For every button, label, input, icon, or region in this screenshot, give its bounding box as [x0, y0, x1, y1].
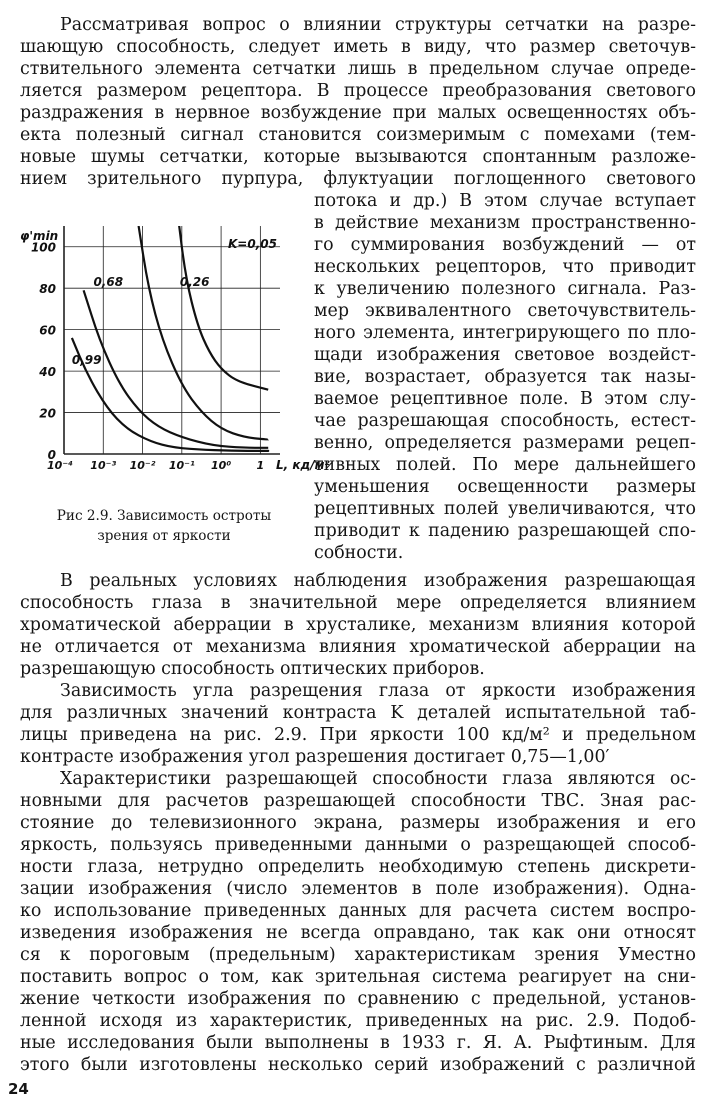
text-line: к увеличению полезного сигнала. Раз-	[314, 279, 696, 299]
y-tick-label: 40	[39, 365, 56, 380]
text-line: венно, определяется размерами рецеп-	[314, 433, 696, 453]
text-line: щади изображения световое воздейст-	[314, 345, 696, 365]
page-number: 24	[8, 1080, 29, 1098]
text-line: лицы приведена на рис. 2.9. При яркости 100 кд/м² и предельном	[20, 725, 696, 745]
y-tick-label: 60	[39, 323, 56, 338]
text-line: Характеристики разрешающей способности глаза являются ос-	[60, 769, 696, 789]
y-axis-label: φ'min	[20, 229, 59, 243]
legend-note: K=0,05	[228, 237, 277, 251]
x-tick-label: 1	[256, 459, 265, 472]
text-line: рецептивных полей увеличиваются, что	[314, 499, 696, 519]
text-line: уменьшения освещенности размеры	[314, 477, 696, 497]
text-line: ся к пороговым (предельным) характеристикам зрения Уместно	[20, 945, 696, 965]
text-line: Рассматривая вопрос о влиянии структуры сетчатки на разре-	[60, 15, 696, 35]
text-line: екта полезный сигнал становится соизмеримым с помехами (тем-	[20, 125, 696, 145]
x-tick-label: 10⁻⁴	[47, 459, 73, 472]
y-tick-label: 100	[30, 240, 56, 255]
text-line: го суммирования возбуждений — от	[314, 235, 696, 255]
text-line: нескольких рецепторов, что приводит	[314, 257, 696, 277]
text-line: в действие механизм пространственно-	[314, 213, 696, 233]
y-tick-label: 80	[39, 282, 56, 297]
text-line: изведения изображения не всегда оправдано, так как они относят	[20, 923, 696, 943]
text-line: яркость, пользуясь приведенными данными о разрещающей способ-	[20, 835, 696, 855]
y-tick-label: 20	[39, 406, 56, 421]
text-line: этого были изготовлены несколько серий изображений с различной	[20, 1055, 696, 1075]
text-line: приводит к падению разрешающей спо-	[314, 521, 696, 541]
text-line: ные исследования были выполнены в 1933 г. Я. А. Рыфтиным. Для	[20, 1033, 696, 1053]
series-line	[139, 226, 269, 440]
text-line: мер эквивалентного светочувствитель-	[314, 301, 696, 321]
text-line: не отличается от механизма влияния хроматической аберрации на	[20, 637, 696, 657]
series-label: 0,26	[179, 275, 210, 289]
series-label: 0,68	[93, 275, 124, 289]
text-line: раздражения в нервное возбуждение при малых освещенностях объ-	[20, 103, 696, 123]
text-line: ствительного элемента сетчатки лишь в предельном случае опреде-	[20, 59, 696, 79]
text-line: ляется размером рецептора. В процессе преобразования светового	[20, 81, 696, 101]
series-label: 0,99	[71, 353, 102, 367]
text-line: способность глаза в значительной мере определяется влиянием	[20, 593, 696, 613]
text-line: стояние до телевизионного экрана, размеры изображения и его	[20, 813, 696, 833]
figure-caption-line: Рис 2.9. Зависимость остроты	[56, 508, 272, 524]
text-line: шающую способность, следует иметь в виду, что размер светочув-	[20, 37, 696, 57]
x-tick-label: 10⁻³	[90, 459, 117, 472]
text-line: поставить вопрос о том, как зрительная система реагирует на сни-	[20, 967, 696, 987]
x-tick-label: 10⁻¹	[168, 459, 195, 472]
text-line: нием зрительного пурпура, флуктуации поглощенного светового	[20, 169, 696, 189]
text-line: разрешающую способность оптических приборов.	[20, 659, 485, 679]
text-line: ваемое рецептивное поле. В этом слу-	[314, 389, 696, 409]
text-line: жение четкости изображения по сравнению с предельной, установ-	[20, 989, 696, 1009]
x-tick-label: 10⁻²	[129, 459, 156, 472]
text-line: для различных значений контраста K деталей испытательной таб-	[20, 703, 696, 723]
x-axis-label: L, кд/м²	[276, 458, 330, 472]
text-line: тивных полей. По мере дальнейшего	[314, 455, 696, 475]
y-tick-label: 0	[47, 448, 56, 462]
text-line: собности.	[314, 543, 404, 563]
text-line: вие, возрастает, образуется так назы-	[314, 367, 696, 387]
text-line: ного элемента, интегрирующего по пло-	[314, 323, 696, 343]
text-line: зации изображения (число элементов в поле изображения). Одна-	[20, 879, 696, 899]
x-tick-label: 10⁰	[211, 459, 232, 472]
text-line: Зависимость угла разрещения глаза от яркости изображения	[60, 681, 696, 701]
text-line: чае разрешающая способность, естест-	[314, 411, 696, 431]
text-line: потока и др.) В этом случае вступает	[314, 191, 696, 211]
text-line: новными для расчетов разрешающей способности ТВС. Зная рас-	[20, 791, 696, 811]
text-line: ко использование приведенных данных для расчета систем воспро-	[20, 901, 696, 921]
text-line: новые шумы сетчатки, которые вызываются спонтанным разложе-	[20, 147, 696, 167]
text-line: хроматической аберрации в хрусталике, механизм влияния которой	[20, 615, 696, 635]
text-line: ности глаза, нетрудно определить необходимую степень дискрети-	[20, 857, 696, 877]
text-line: контрасте изображения угол разрешения достигает 0,75—1,00′	[20, 747, 610, 767]
text-line: ленной исходя из характеристик, приведенных на рис. 2.9. Подоб-	[20, 1011, 696, 1031]
acuity-chart	[18, 216, 330, 498]
text-line: В реальных условиях наблюдения изображения разрешающая	[60, 571, 696, 591]
figure-caption-line: зрения от яркости	[97, 528, 231, 544]
